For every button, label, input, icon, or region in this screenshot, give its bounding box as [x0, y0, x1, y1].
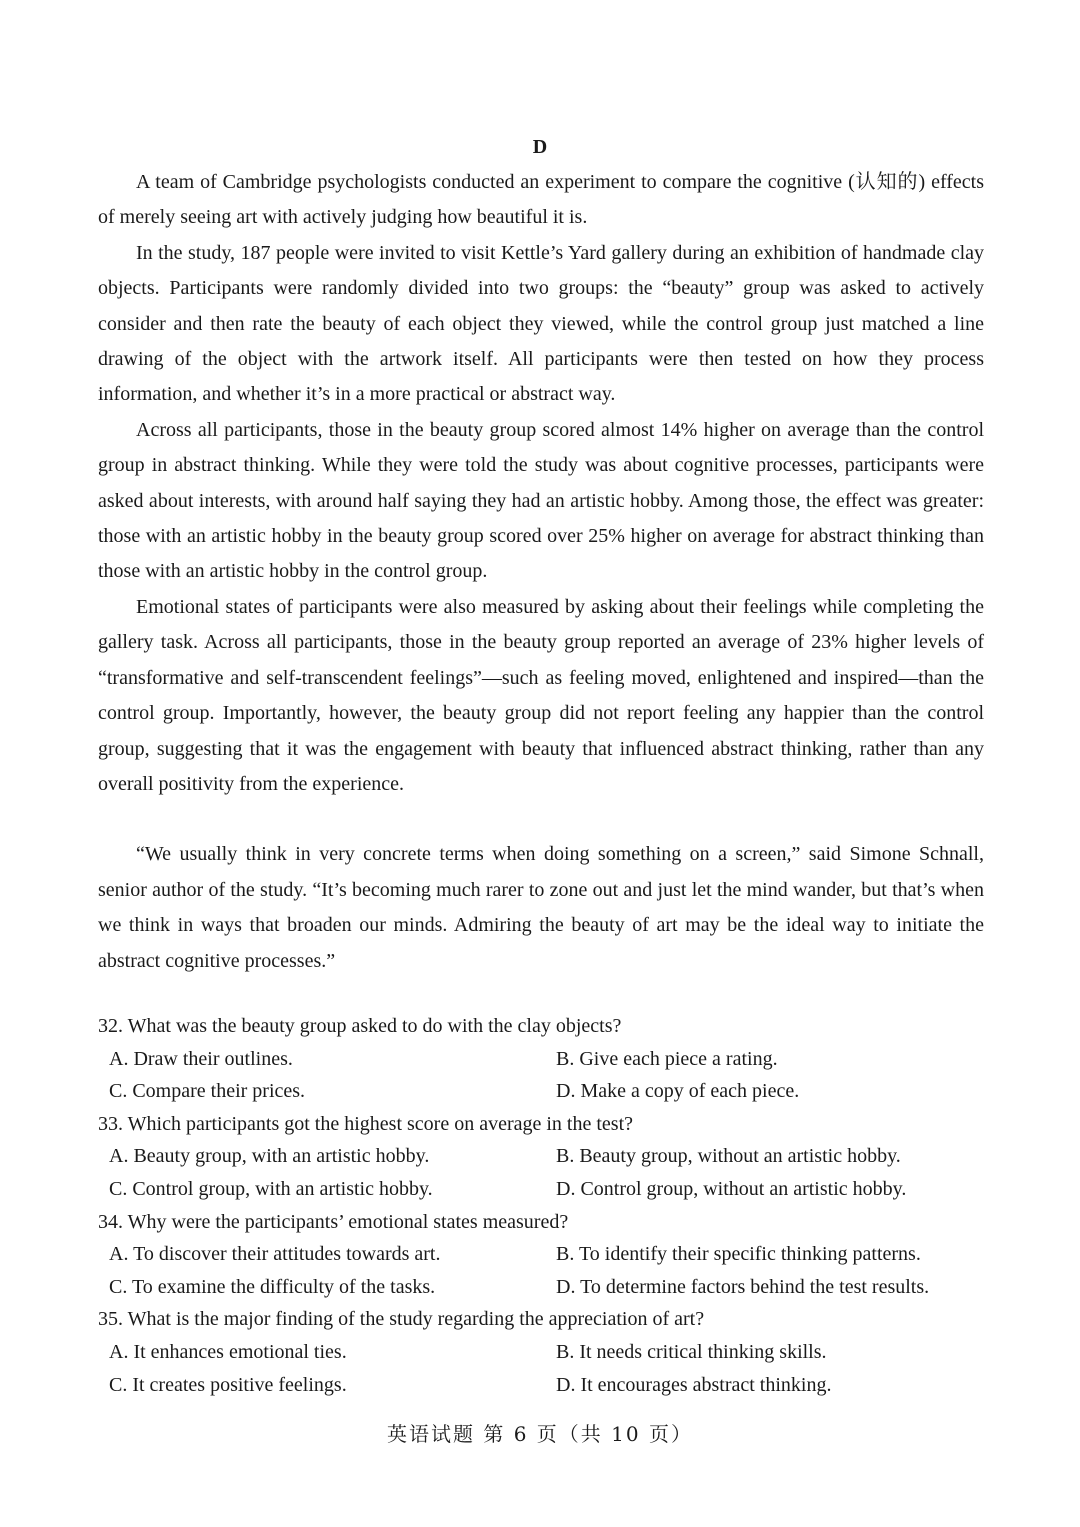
option-c: C. It creates positive feelings.	[109, 1373, 347, 1396]
option-grid	[98, 1043, 984, 1108]
reading-passage	[98, 165, 984, 979]
option-c: C. To examine the difficulty of the tasks.	[109, 1275, 436, 1298]
option-b: B. Beauty group, without an artistic hobby.	[556, 1145, 901, 1168]
option-c: C. Compare their prices.	[109, 1080, 306, 1103]
option-a: A. Draw their outlines.	[109, 1047, 293, 1070]
option-d: D. Control group, without an artistic hobby.	[556, 1177, 907, 1200]
option-d: D. Make a copy of each piece.	[556, 1080, 800, 1103]
passage-paragraph: A team of Cambridge psychologists conducted an experiment to compare the cognitive (认知的) effects of merely seeing art with actively judging how beautiful it is.	[98, 171, 984, 229]
option-grid	[98, 1140, 984, 1205]
question-list	[98, 1010, 984, 1401]
option-grid	[98, 1238, 984, 1303]
option-b: B. To identify their specific thinking patterns.	[556, 1243, 921, 1266]
question-stem: 34. Why were the participants’ emotional states measured?	[98, 1210, 569, 1233]
question-stem: 33. Which participants got the highest score on average in the test?	[98, 1112, 634, 1135]
option-b: B. It needs critical thinking skills.	[556, 1340, 827, 1363]
question-34	[98, 1206, 984, 1304]
section-title: D	[532, 136, 548, 158]
question-33	[98, 1108, 984, 1206]
option-grid	[98, 1336, 984, 1401]
passage-paragraph: Across all participants, those in the beauty group scored almost 14% higher on average than the control group in abstract thinking. While they were told the study was about cognitive processes, participants were asked about interests, with around half saying they had an artistic hobby. Among those, the effect was greater: those with an artistic hobby in the beauty group scored over 25% higher on average for abstract thinking than those with an artistic hobby in the control group.	[98, 418, 984, 583]
option-a: A. It enhances emotional ties.	[109, 1340, 347, 1363]
option-a: A. Beauty group, with an artistic hobby.	[109, 1145, 430, 1168]
option-a: A. To discover their attitudes towards art.	[109, 1243, 441, 1266]
question-stem: 32. What was the beauty group asked to do with the clay objects?	[98, 1015, 622, 1037]
option-b: B. Give each piece a rating.	[556, 1047, 778, 1070]
question-32	[98, 1010, 984, 1108]
passage-paragraph: “We usually think in very concrete terms when doing something on a screen,” said Simone Schnall, senior author of the study. “It’s becoming much rarer to zone out and just let the mind wander, but that’s when we think in ways that broaden our minds. Admiring the beauty of art may be the ideal way to initiate the abstract cognitive processes.”	[98, 843, 984, 972]
option-d: D. It encourages abstract thinking.	[556, 1373, 832, 1396]
question-stem: 35. What is the major finding of the study regarding the appreciation of art?	[98, 1308, 705, 1331]
passage-paragraph: In the study, 187 people were invited to visit Kettle’s Yard gallery during an exhibition of handmade clay objects. Participants were randomly divided into two groups: the “beauty” group was asked to actively consider and then rate the beauty of each object they viewed, while the control group just matched a line drawing of the object with the artwork itself. All participants were then tested on how they process information, and whether it’s in a more practical or abstract way.	[98, 241, 984, 406]
page-footer: 英语试题 第 6 页（共 10 页）	[387, 1422, 693, 1446]
question-35	[98, 1303, 984, 1401]
option-d: D. To determine factors behind the test results.	[556, 1275, 930, 1298]
passage-paragraph: Emotional states of participants were also measured by asking about their feelings while completing the gallery task. Across all participants, those in the beauty group reported an average of 23% higher levels of “transformative and self-transcendent feelings”—such as feeling moved, enlightened and inspired—than the control group. Importantly, however, the beauty group did not report feeling any happier than the control group, suggesting that it was the engagement with beauty that influenced abstract thinking, rather than any overall positivity from the experience.	[98, 595, 984, 795]
option-c: C. Control group, with an artistic hobby.	[109, 1177, 433, 1200]
